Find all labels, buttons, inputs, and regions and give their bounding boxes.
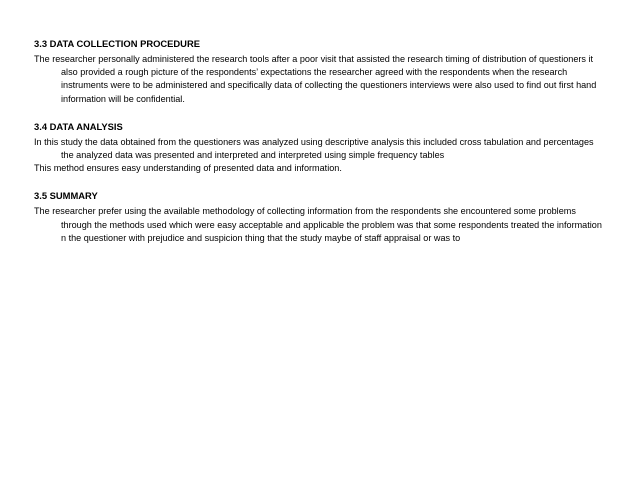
section-heading: 3.5 SUMMARY: [34, 190, 98, 202]
paragraph: The researcher prefer using the available methodology of collecting information from the respondents she encountered some problems through the methods used which were easy acceptable and applicable the problem was that some respondents treated the information n the questioner with prejudice and suspicion thing that the study maybe of staff appraisal or was to: [34, 206, 602, 243]
section-data-analysis: [34, 121, 604, 176]
section-data-collection: [34, 38, 604, 106]
document-page: [34, 38, 604, 260]
paragraph: This method ensures easy understanding of presented data and information.: [34, 163, 342, 174]
section-summary: [34, 190, 604, 245]
paragraph: In this study the data obtained from the questioners was analyzed using descriptive analysis this included cross tabulation and percentages the analyzed data was presented and interpreted and interpreted using simple frequency tables: [34, 136, 594, 161]
section-heading: 3.4 DATA ANALYSIS: [34, 120, 123, 132]
paragraph: The researcher personally administered the research tools after a poor visit that assisted the research timing of distribution of questioners it also provided a rough picture of the respondents’ expectations the researcher agreed with the respondents when the research instruments were to be administered and specifically data of collecting the questioners interviews were also used to find out first hand information will be confidential.: [34, 54, 597, 104]
section-heading: 3.3 DATA COLLECTION PROCEDURE: [34, 38, 200, 49]
